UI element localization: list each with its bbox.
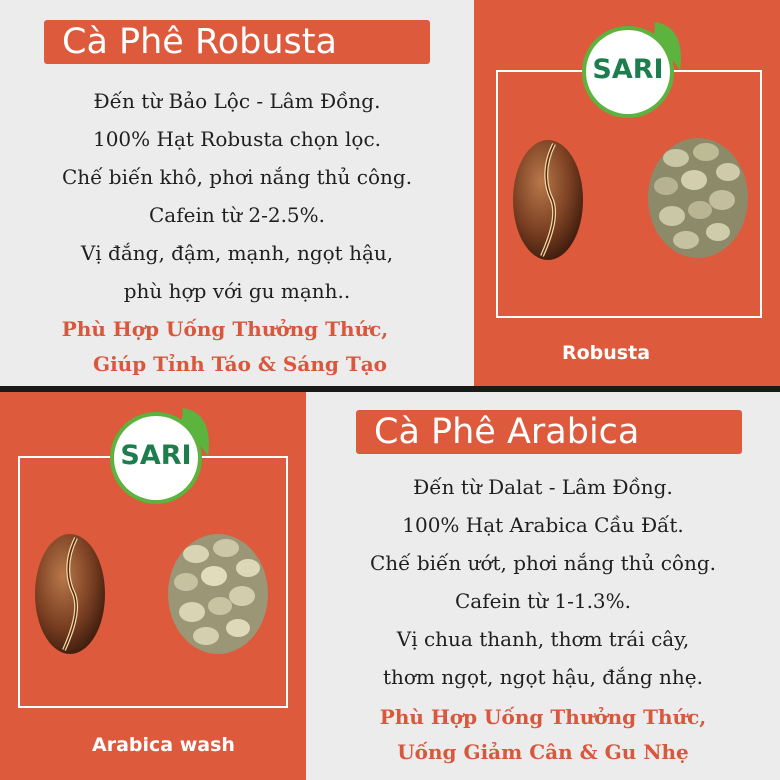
arabica-tagline-line: Uống Giảm Cân & Gu Nhẹ [397, 740, 689, 764]
arabica-title: Cà Phê Arabica [356, 410, 742, 454]
robusta-tagline-line: Giúp Tỉnh Táo & Sáng Tạo [92, 352, 387, 376]
robusta-line: Cafein từ 2-2.5%. [148, 203, 326, 227]
arabica-line: Cafein từ 1-1.3%. [454, 589, 632, 613]
robusta-line: Vị đắng, đậm, mạnh, ngọt hậu, [80, 241, 394, 265]
arabica-photo-panel [0, 392, 306, 780]
arabica-line: Vị chua thanh, thơm trái cây, [396, 627, 690, 651]
robusta-photo-panel [474, 0, 780, 386]
sari-logo [580, 18, 684, 122]
sari-logo [108, 404, 212, 508]
robusta-title: Cà Phê Robusta [44, 20, 430, 64]
robusta-line: Chế biến khô, phơi nắng thủ công. [61, 165, 413, 189]
arabica-photo-caption: Arabica wash [92, 734, 235, 756]
roasted-bean-icon [512, 138, 584, 262]
robusta-tagline [0, 312, 450, 382]
arabica-info-panel [306, 392, 780, 780]
arabica-description [306, 468, 780, 696]
robusta-info-panel [0, 0, 474, 386]
arabica-line: Đến từ Dalat - Lâm Đồng. [413, 475, 673, 499]
robusta-line: Đến từ Bảo Lộc - Lâm Đồng. [93, 89, 381, 113]
arabica-tagline [306, 700, 780, 770]
arabica-line: thơm ngọt, ngọt hậu, đắng nhẹ. [383, 665, 703, 689]
green-beans-icon [166, 532, 270, 656]
logo-text: SARI [120, 440, 192, 471]
roasted-bean-icon [34, 532, 106, 656]
robusta-tagline-line: Phù Hợp Uống Thưởng Thức, [61, 317, 389, 341]
robusta-line: phù hợp với gu mạnh.. [123, 279, 351, 303]
arabica-line: 100% Hạt Arabica Cầu Đất. [402, 513, 684, 537]
arabica-tagline-line: Phù Hợp Uống Thưởng Thức, [379, 705, 707, 729]
robusta-photo-caption: Robusta [562, 342, 651, 364]
arabica-line: Chế biến ướt, phơi nắng thủ công. [369, 551, 717, 575]
green-beans-icon [646, 136, 750, 260]
robusta-description [0, 82, 474, 310]
robusta-line: 100% Hạt Robusta chọn lọc. [92, 127, 382, 151]
logo-text: SARI [592, 54, 664, 85]
